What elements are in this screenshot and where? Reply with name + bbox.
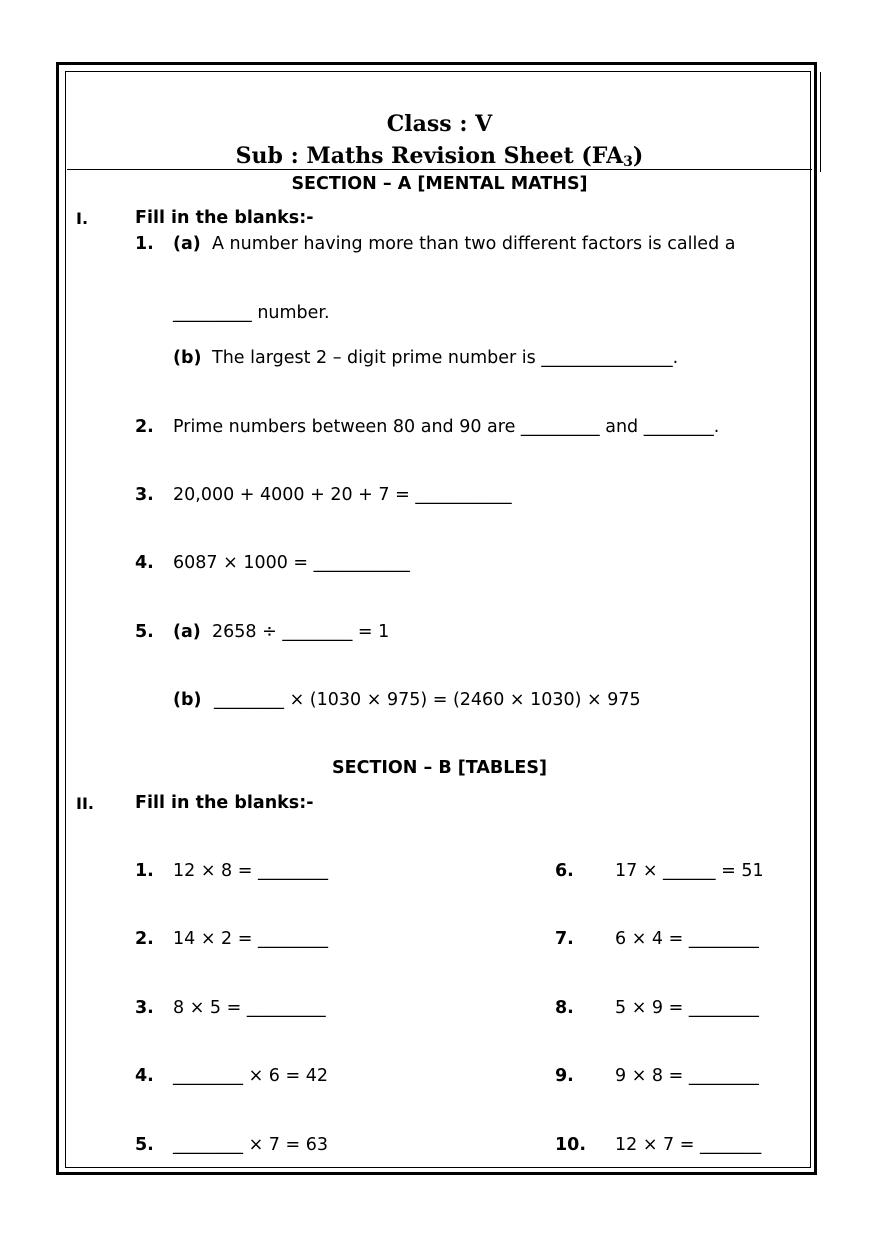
part-label: (a) xyxy=(173,622,201,642)
question-text: 5 × 9 = ________ xyxy=(615,998,759,1018)
question-number: 4. xyxy=(135,553,154,573)
question-text: 17 × ______ = 51 xyxy=(615,861,764,881)
question-text: Prime numbers between 80 and 90 are _________ and ________. xyxy=(173,417,720,437)
question-text: ________ × 7 = 63 xyxy=(173,1135,328,1155)
question-number: 10. xyxy=(555,1135,587,1155)
question-text: 20,000 + 4000 + 20 + 7 = ___________ xyxy=(173,485,512,505)
question-text: 9 × 8 = ________ xyxy=(615,1066,759,1086)
question-number: 1. xyxy=(135,861,154,881)
question-number: 4. xyxy=(135,1066,154,1086)
section-b-instruction: Fill in the blanks:- xyxy=(135,793,314,813)
subject-title-suffix: ) xyxy=(632,143,644,169)
section-a-heading: SECTION – A [MENTAL MATHS] xyxy=(291,174,588,194)
question-text: 6 × 4 = ________ xyxy=(615,929,759,949)
part-label: (a) xyxy=(173,234,201,254)
question-number: 2. xyxy=(135,417,154,437)
question-number: 6. xyxy=(555,861,574,881)
section-a-instruction: Fill in the blanks:- xyxy=(135,208,314,228)
question-text: A number having more than two different factors is called a xyxy=(212,234,736,254)
question-number: 1. xyxy=(135,234,154,254)
question-number: 3. xyxy=(135,485,154,505)
question-text: 12 × 8 = ________ xyxy=(173,861,328,881)
question-number: 9. xyxy=(555,1066,574,1086)
part-label: (b) xyxy=(173,690,202,710)
question-number: 7. xyxy=(555,929,574,949)
question-number: 5. xyxy=(135,622,154,642)
question-number: 3. xyxy=(135,998,154,1018)
question-text: 8 × 5 = _________ xyxy=(173,998,326,1018)
subject-title xyxy=(67,142,812,176)
question-text: ________ × (1030 × 975) = (2460 × 1030) × 975 xyxy=(214,690,641,710)
question-text: 6087 × 1000 = ___________ xyxy=(173,553,410,573)
part-label: (b) xyxy=(173,348,202,368)
section-a-roman: I. xyxy=(76,209,89,228)
question-number: 8. xyxy=(555,998,574,1018)
question-text: _________ number. xyxy=(173,303,330,323)
question-text: ________ × 6 = 42 xyxy=(173,1066,328,1086)
subject-title-subscript: 3 xyxy=(623,154,633,170)
section-b-roman: II. xyxy=(76,794,94,813)
question-number: 2. xyxy=(135,929,154,949)
question-text: 2658 ÷ ________ = 1 xyxy=(212,622,390,642)
question-text: 12 × 7 = _______ xyxy=(615,1135,762,1155)
question-number: 5. xyxy=(135,1135,154,1155)
subject-title-prefix: Sub : Maths Revision Sheet (FA xyxy=(235,143,624,169)
question-text: The largest 2 – digit prime number is _______________. xyxy=(212,348,679,368)
header-side-rule xyxy=(820,72,821,172)
class-title: Class : V xyxy=(386,111,493,137)
question-text: 14 × 2 = ________ xyxy=(173,929,328,949)
section-b-heading: SECTION – B [TABLES] xyxy=(332,758,547,778)
